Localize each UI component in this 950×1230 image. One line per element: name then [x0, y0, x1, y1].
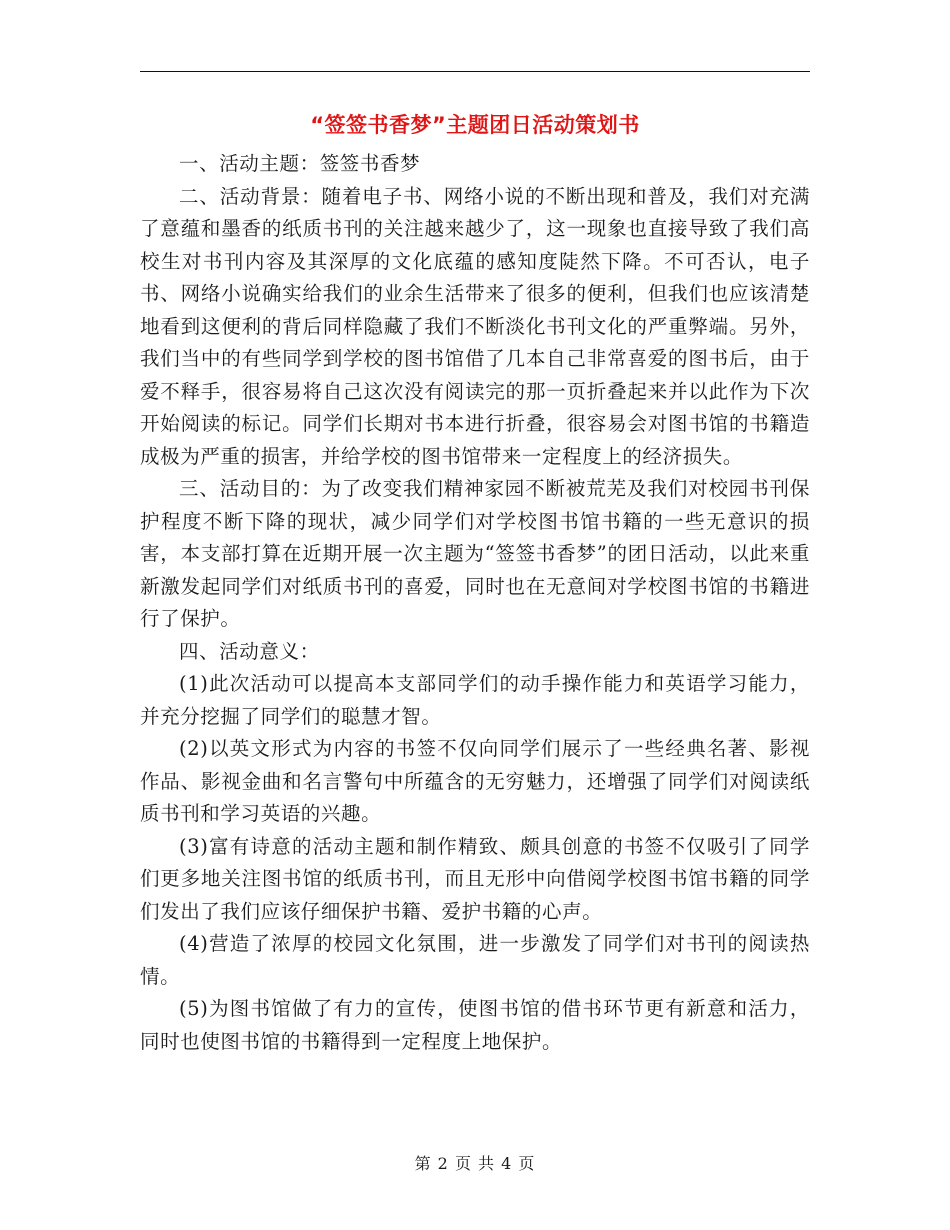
paragraph-significance-1: (1)此次活动可以提高本支部同学们的动手操作能力和英语学习能力，并充分挖掘了同学们的聪慧才智。	[140, 672, 810, 728]
page-footer: 第 2 页 共 4 页	[414, 1154, 536, 1173]
paragraph-purpose: 三、活动目的：为了改变我们精神家园不断被荒芜及我们对校园书刊保护程度不断下降的现状，减少同学们对学校图书馆书籍的一些无意识的损害，本支部打算在近期开展一次主题为“签签书香梦”的团日活动，以此来重新激发起同学们对纸质书刊的喜爱，同时也在无意间对学校图书馆的书籍进行了保护。	[140, 477, 810, 630]
paragraph-significance-3: (3)富有诗意的活动主题和制作精致、颇具创意的书签不仅吸引了同学们更多地关注图书馆的纸质书刊，而且无形中向借阅学校图书馆书籍的同学们发出了我们应该仔细保护书籍、爱护书籍的心声。	[140, 834, 810, 923]
document-title: “签签书香梦”主题团日活动策划书	[310, 113, 640, 137]
paragraph-significance-heading: 四、活动意义：	[179, 639, 320, 663]
header-rule	[140, 71, 810, 72]
paragraph-theme: 一、活动主题：签签书香梦	[179, 152, 421, 175]
paragraph-significance-2: (2)以英文形式为内容的书签不仅向同学们展示了一些经典名著、影视作品、影视金曲和名言警句中所蕴含的无穷魅力，还增强了同学们对阅读纸质书刊和学习英语的兴趣。	[140, 737, 810, 825]
document-body	[140, 148, 810, 1058]
paragraph-significance-5: (5)为图书馆做了有力的宣传，使图书馆的借书环节更有新意和活力，同时也使图书馆的书籍得到一定程度上地保护。	[140, 997, 810, 1053]
paragraph-background: 二、活动背景：随着电子书、网络小说的不断出现和普及，我们对充满了意蕴和墨香的纸质书刊的关注越来越少了，这一现象也直接导致了我们高校生对书刊内容及其深厚的文化底蕴的感知度陡然下降。不可否认，电子书、网络小说确实给我们的业余生活带来了很多的便利，但我们也应该清楚地看到这便利的背后同样隐藏了我们不断淡化书刊文化的严重弊端。另外，我们当中的有些同学到学校的图书馆借了几本自己非常喜爱的图书后，由于爱不释手，很容易将自己这次没有阅读完的那一页折叠起来并以此作为下次开始阅读的标记。同学们长期对书本进行折叠，很容易会对图书馆的书籍造成极为严重的损害，并给学校的图书馆带来一定程度上的经济损失。	[140, 184, 810, 468]
paragraph-significance-4: (4)营造了浓厚的校园文化氛围，进一步激发了同学们对书刊的阅读热情。	[140, 932, 810, 988]
